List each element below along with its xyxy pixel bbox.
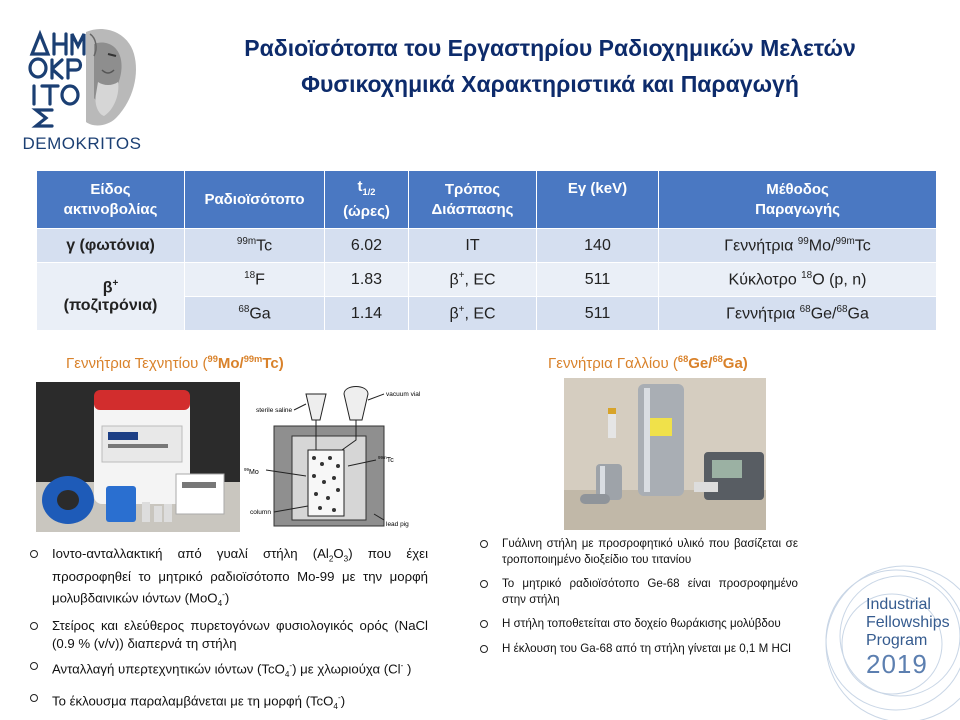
list-item: Στείρος και ελεύθερος πυρετογόνων φυσιολογικός ορός (NaCl (0.9 % (v/v)) διαπερνά τη στήλη: [28, 617, 428, 652]
bullet-circle-icon: [30, 662, 38, 670]
list-item: Ανταλλαγή υπερτεχνητικών ιόντων (TcO$_4$-) με χλωριούχα (Cl- ): [28, 657, 428, 684]
page-title: [150, 30, 950, 102]
bullet-circle-icon: [30, 550, 38, 558]
label-sterile-saline: sterile saline: [256, 407, 293, 414]
header-energy: Eγ (keV): [537, 171, 659, 229]
header-production-method: Μέθοδος Παραγωγής: [659, 171, 937, 229]
generator-kit-image: [36, 382, 240, 532]
cell-method: Γεννήτρια $^{68}$Ge/$^{68}$Ga: [659, 297, 937, 331]
cell-method: Κύκλοτρο $^{18}$O (p, n): [659, 263, 937, 297]
generator-cross-section-diagram: [244, 386, 424, 534]
badge-year: 2019: [866, 649, 928, 679]
label-mo: $^{99}$Mo: [244, 467, 259, 476]
label-tc: $^{99m}$Tc: [378, 455, 394, 464]
gallium-generator-image: [564, 378, 766, 530]
technetium-generator-photo: [36, 382, 240, 532]
cell-energy: 511: [537, 297, 659, 331]
table-row: [37, 229, 937, 263]
table-row: [37, 263, 937, 297]
isotope-table: [36, 170, 937, 331]
badge-line-3: Program: [866, 632, 928, 649]
demokritos-mark-icon: [24, 24, 144, 128]
cell-energy: 140: [537, 229, 659, 263]
cell-method: Γεννήτρια $^{99}$Mo/$^{99m}$Tc: [659, 229, 937, 263]
cell-isotope: $^{68}$Ga: [185, 297, 325, 331]
cell-decay: β+, EC: [409, 297, 537, 331]
bullet-circle-icon: [480, 645, 488, 653]
cell-energy: 511: [537, 263, 659, 297]
gallium-generator-photo: [564, 378, 766, 530]
header-radiation-type: Είδος ακτινοβολίας: [37, 171, 185, 229]
bullet-circle-icon: [480, 540, 488, 548]
bullet-circle-icon: [30, 622, 38, 630]
title-line-2: Φυσικοχημικά Χαρακτηριστικά και Παραγωγή: [301, 71, 799, 97]
technetium-bullet-list: [28, 545, 428, 720]
label-lead-pig: lead pig: [386, 521, 409, 528]
label-vacuum-vial: vacuum vial: [386, 391, 421, 398]
cell-decay: IT: [409, 229, 537, 263]
bullet-circle-icon: [480, 580, 488, 588]
cell-decay: β+, EC: [409, 263, 537, 297]
gallium-bullet-list: [478, 536, 798, 665]
cell-isotope: $^{99m}$Tc: [185, 229, 325, 263]
cell-half-life: 6.02: [325, 229, 409, 263]
gallium-generator-heading: Γεννήτρια Γαλλίου ($^{68}$Ge/$^{68}$Ga): [548, 354, 748, 372]
table-header-row: [37, 171, 937, 229]
demokritos-logo: [18, 18, 146, 158]
cell-isotope: $^{18}$F: [185, 263, 325, 297]
title-line-1: Ραδιοϊσότοπα του Εργαστηρίου Ραδιοχημικών Μελετών: [244, 35, 856, 61]
cell-half-life: 1.83: [325, 263, 409, 297]
fellowship-program-badge: [866, 596, 950, 678]
header-half-life: $t_{1/2}$ (ώρες): [325, 171, 409, 229]
label-column: column: [250, 509, 271, 516]
list-item: Το μητρικό ραδιοϊσότοπο Ge-68 είναι προσροφημένο στην στήλη: [478, 576, 798, 607]
cell-category: β+ (ποζιτρόνια): [37, 263, 185, 331]
list-item: Η στήλη τοποθετείται στο δοχείο θωράκισης μολύβδου: [478, 616, 798, 632]
badge-line-2: Fellowships: [866, 614, 950, 631]
technetium-generator-diagram: [244, 386, 424, 534]
list-item: Το έκλουσμα παραλαμβάνεται με τη μορφή (TcO$_4$-): [28, 689, 428, 716]
logo-wordmark: DEMOKRITOS: [22, 134, 142, 153]
list-item: Ιοντο-ανταλλακτική από γυαλί στήλη $(Al_2O_3)$ που έχει προσροφηθεί το μητρικό ραδιοϊσότοπο Mo-99 με την μορφή μολυβδαινικών ιόντων (MoO$_4$-): [28, 545, 428, 612]
bullet-circle-icon: [30, 694, 38, 702]
technetium-generator-heading: Γεννήτρια Τεχνητίου ($^{99}$Mo/$^{99m}$Tc): [66, 354, 284, 372]
header-decay-mode: Τρόπος Διάσπασης: [409, 171, 537, 229]
cell-half-life: 1.14: [325, 297, 409, 331]
badge-line-1: Industrial: [866, 596, 931, 613]
list-item: Γυάλινη στήλη με προσροφητικό υλικό που βασίζεται σε τροποποιημένο διοξείδιο του τιτανίου: [478, 536, 798, 567]
bullet-circle-icon: [480, 620, 488, 628]
header-isotope: Ραδιοϊσότοπο: [185, 171, 325, 229]
list-item: Η έκλουση του Ga-68 από τη στήλη γίνεται με 0,1 M HCl: [478, 641, 798, 657]
cell-category: γ (φωτόνια): [37, 229, 185, 263]
